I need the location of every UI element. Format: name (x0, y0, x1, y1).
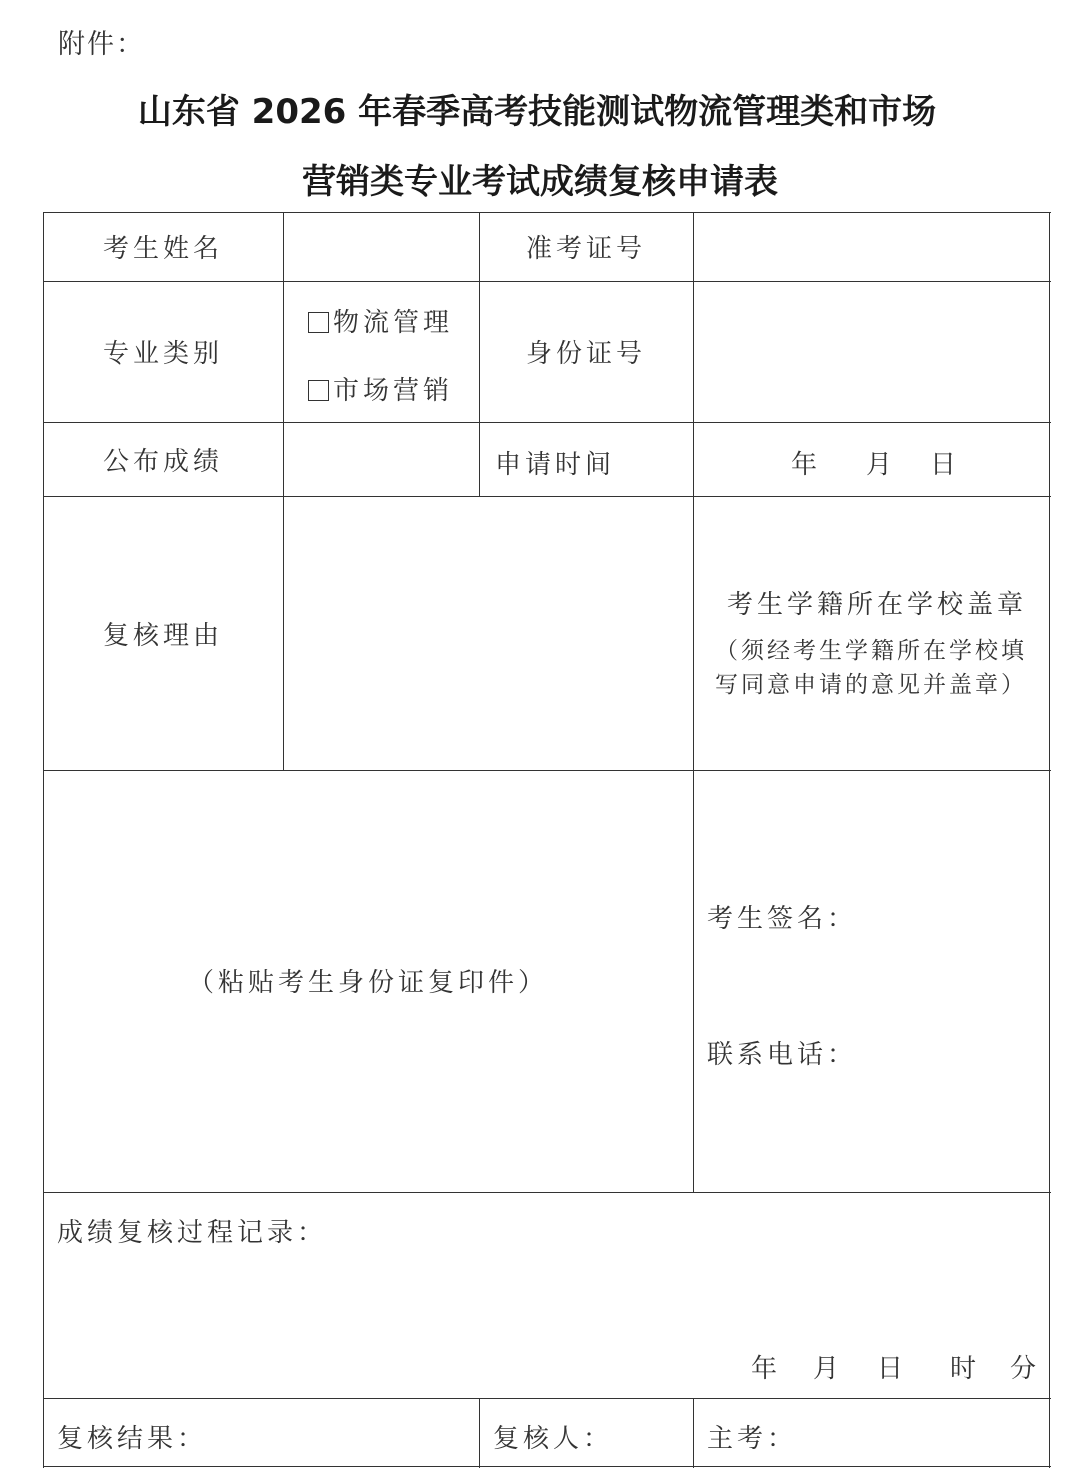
admission-number-field[interactable] (695, 214, 1047, 280)
review-reason-field[interactable] (285, 498, 691, 768)
column-divider (693, 1398, 694, 1468)
row-divider (43, 1192, 1051, 1193)
school-stamp-title: 考生学籍所在学校盖章 (727, 590, 1028, 620)
record-month: 月 (813, 1354, 844, 1384)
process-record-label: 成绩复核过程记录： (57, 1218, 328, 1248)
major-option-logistics[interactable] (308, 302, 453, 339)
row-divider (43, 770, 1051, 771)
review-result-label: 复核结果： (57, 1424, 208, 1454)
major-option-label: 物流管理 (333, 308, 454, 338)
id-copy-paste-area[interactable]: （粘贴考生身份证复印件） (187, 967, 548, 998)
apply-date-year[interactable]: 年 (791, 450, 822, 480)
column-divider (283, 212, 284, 770)
attachment-label: 附件： (58, 29, 145, 60)
name-field[interactable] (285, 214, 477, 280)
record-hour: 时 (950, 1354, 981, 1384)
table-border-bottom (43, 1466, 1051, 1467)
checkbox-icon[interactable] (308, 380, 329, 401)
phone-label: 联系电话： (707, 1040, 858, 1070)
column-divider (479, 1398, 480, 1468)
published-score-label: 公布成绩 (102, 446, 223, 477)
column-divider (693, 212, 694, 1192)
table-border-right (1049, 212, 1050, 1468)
major-option-label: 市场营销 (333, 376, 454, 406)
apply-date-month[interactable]: 月 (866, 450, 897, 480)
row-divider (43, 1398, 1051, 1399)
record-year: 年 (751, 1354, 782, 1384)
id-number-label: 身份证号 (525, 339, 646, 369)
major-option-marketing[interactable] (308, 370, 453, 407)
major-category-label: 专业类别 (102, 339, 223, 369)
form-title-line-1: 山东省 2026 年春季高考技能测试物流管理类和市场 (137, 92, 937, 132)
apply-time-label: 申请时间 (495, 450, 616, 480)
review-reason-label: 复核理由 (102, 620, 223, 651)
id-number-field[interactable] (695, 283, 1047, 421)
name-label: 考生姓名 (102, 234, 223, 264)
record-minute: 分 (1010, 1354, 1041, 1384)
school-stamp-note-line-1: （须经考生学籍所在学校填 (715, 638, 1027, 664)
apply-date-day[interactable]: 日 (930, 450, 961, 480)
checkbox-icon[interactable] (308, 312, 329, 333)
reviewer-label: 复核人： (493, 1424, 614, 1454)
application-form-table (43, 212, 1051, 1468)
chief-examiner-label: 主考： (707, 1424, 798, 1454)
form-title-line-2: 营销类专业考试成绩复核申请表 (302, 162, 778, 202)
admission-number-label: 准考证号 (525, 234, 646, 264)
published-score-field[interactable] (285, 424, 477, 495)
signature-label: 考生签名： (707, 904, 858, 934)
school-stamp-note-line-2: 写同意申请的意见并盖章） (715, 672, 1027, 698)
record-day: 日 (877, 1354, 908, 1384)
